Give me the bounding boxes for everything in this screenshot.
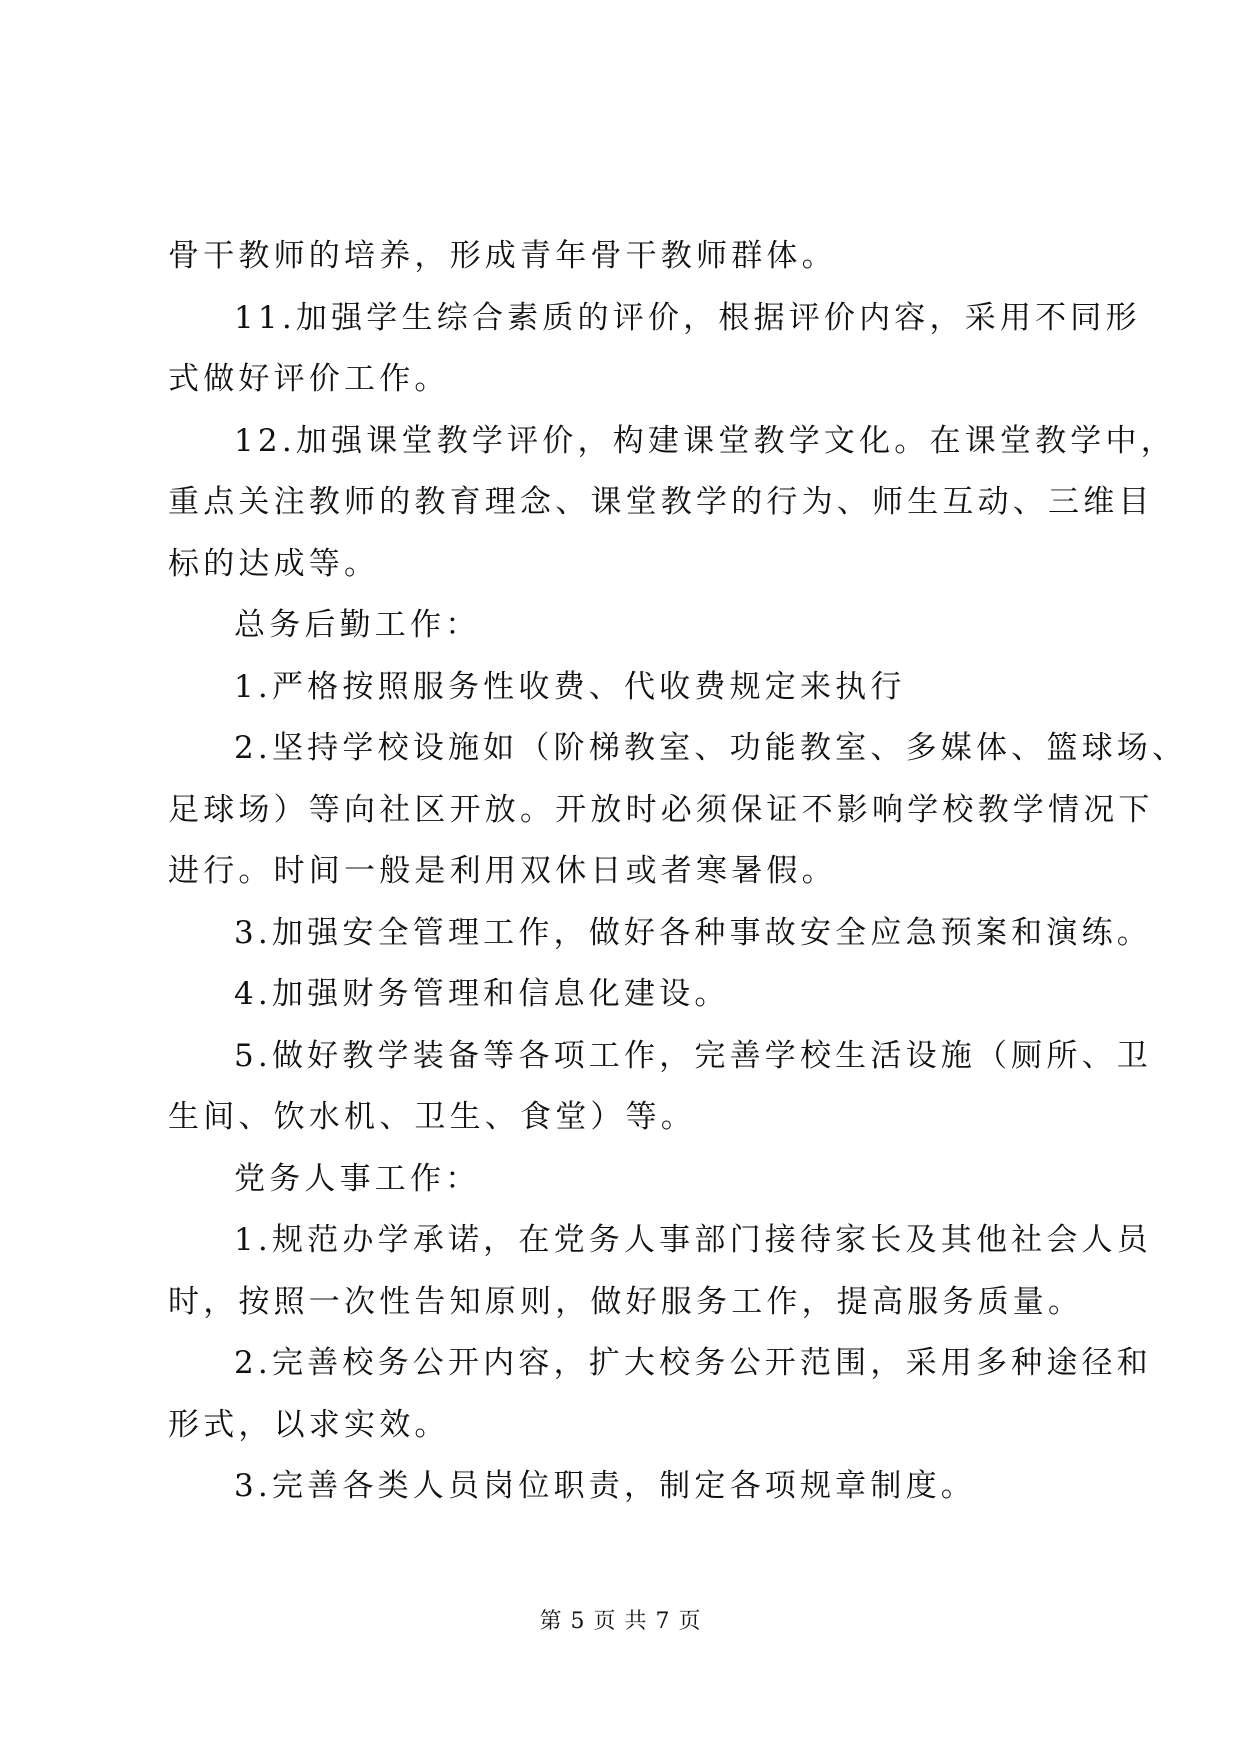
text-line: 12.加强课堂教学评价，构建课堂教学文化。在课堂教学中， xyxy=(234,422,1176,459)
text-line: 骨干教师的培养，形成青年骨干教师群体。 xyxy=(168,238,837,274)
page-number-footer: 第 5 页 共 7 页 xyxy=(539,1609,702,1634)
text-line: 1.规范办学承诺，在党务人事部门接待家长及其他社会人员 xyxy=(234,1222,1152,1258)
text-line: 3.加强安全管理工作，做好各种事故安全应急预案和演练。 xyxy=(234,914,1152,951)
text-line: 2.完善校务公开内容，扩大校务公开范围，采用多种途径和 xyxy=(234,1345,1152,1381)
text-line: 式做好评价工作。 xyxy=(168,361,450,397)
text-line: 4.加强财务管理和信息化建设。 xyxy=(234,976,730,1012)
text-line: 重点关注教师的教育理念、课堂教学的行为、师生互动、三维目 xyxy=(168,484,1154,520)
text-line: 形式，以求实效。 xyxy=(168,1406,450,1443)
text-line: 3.完善各类人员岗位职责，制定各项规章制度。 xyxy=(234,1468,976,1504)
text-line: 时，按照一次性告知原则，做好服务工作，提高服务质量。 xyxy=(168,1283,1084,1320)
section-heading: 总务后勤工作： xyxy=(234,607,481,643)
text-line: 5.做好教学装备等各项工作，完善学校生活设施（厕所、卫 xyxy=(234,1037,1152,1074)
text-line: 1.严格按照服务性收费、代收费规定来执行 xyxy=(234,668,906,705)
text-line: 11.加强学生综合素质的评价，根据评价内容，采用不同形 xyxy=(234,299,1141,336)
text-line: 足球场）等向社区开放。开放时必须保证不影响学校教学情况下 xyxy=(168,791,1154,828)
text-line: 2.坚持学校设施如（阶梯教室、功能教室、多媒体、篮球场、 xyxy=(234,730,1188,766)
text-line: 进行。时间一般是利用双休日或者寒暑假。 xyxy=(168,853,837,889)
section-heading: 党务人事工作： xyxy=(234,1160,481,1197)
text-line: 生间、饮水机、卫生、食堂）等。 xyxy=(168,1099,696,1135)
text-line: 标的达成等。 xyxy=(168,545,380,582)
document-body xyxy=(168,226,1188,1518)
